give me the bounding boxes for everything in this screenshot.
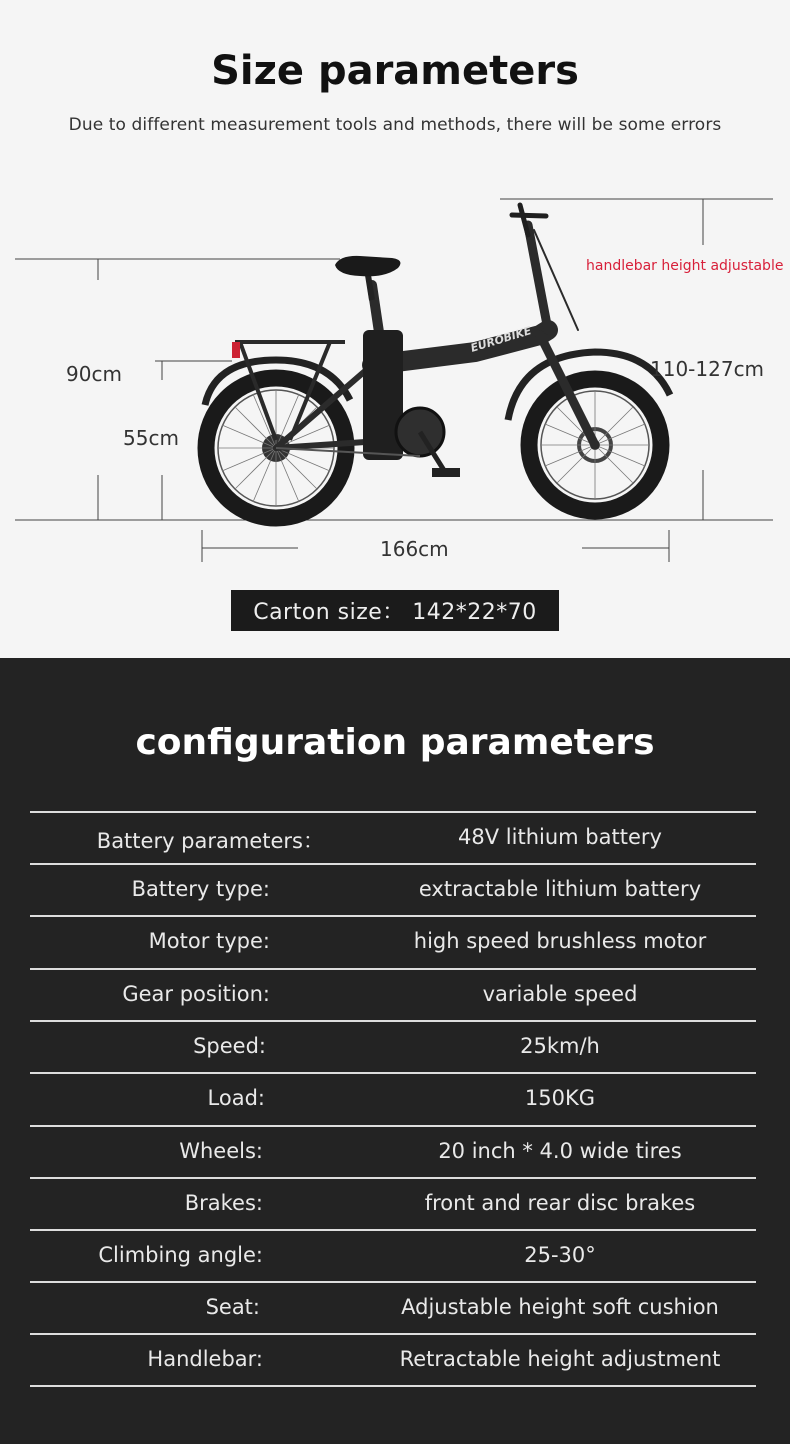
row-label: Handlebar: <box>147 1347 263 1371</box>
carton-size-badge: Carton size： 142*22*70 <box>231 590 559 631</box>
row-label: Motor type: <box>148 929 270 953</box>
row-label: Load: <box>207 1086 265 1110</box>
table-row <box>0 813 790 865</box>
table-row <box>0 1074 790 1126</box>
row-label: Battery type: <box>131 877 270 901</box>
config-title: configuration parameters <box>135 722 655 763</box>
table-row <box>0 1127 790 1179</box>
handlebar <box>512 205 546 235</box>
size-title: Size parameters <box>211 48 579 94</box>
row-value: front and rear disc brakes <box>424 1191 696 1215</box>
table-row <box>0 1179 790 1231</box>
handlebar-height-label: 110-127cm <box>650 357 765 381</box>
row-value: 20 inch * 4.0 wide tires <box>438 1139 682 1163</box>
row-value: 150KG <box>524 1086 596 1110</box>
row-label: Seat: <box>205 1295 260 1319</box>
wheel-height-label: 55cm <box>123 426 179 450</box>
size-section <box>0 0 790 658</box>
row-label: Climbing angle: <box>98 1243 263 1267</box>
row-label: Wheels: <box>179 1139 263 1163</box>
rear-light <box>232 342 240 358</box>
row-value: Retractable height adjustment <box>399 1347 721 1371</box>
row-value: extractable lithium battery <box>418 877 702 901</box>
row-value: high speed brushless motor <box>413 929 707 953</box>
row-value: Adjustable height soft cushion <box>401 1295 719 1319</box>
row-label: Speed: <box>193 1034 266 1058</box>
table-row <box>0 1022 790 1074</box>
saddle <box>335 256 400 276</box>
row-label: Brakes: <box>184 1191 263 1215</box>
row-value: 25km/h <box>520 1034 600 1058</box>
table-row <box>0 1335 790 1387</box>
seat-post <box>368 275 372 300</box>
table-row <box>0 865 790 917</box>
seat-height-label: 90cm <box>66 362 122 386</box>
table-row <box>0 917 790 969</box>
row-label: Gear position: <box>122 982 270 1006</box>
pedal <box>432 468 460 477</box>
table-row <box>0 1283 790 1335</box>
size-subtitle: Due to different measurement tools and methods, there will be some errors <box>68 115 722 135</box>
table-row <box>0 970 790 1022</box>
row-label: Battery parameters： <box>96 829 324 853</box>
config-section <box>0 658 790 1444</box>
length-label: 166cm <box>380 537 449 561</box>
row-value: variable speed <box>482 982 638 1006</box>
handlebar-note: handlebar height adjustable <box>586 258 784 274</box>
table-row <box>0 1231 790 1283</box>
row-value: 48V lithium battery <box>458 825 662 849</box>
row-value: 25-30° <box>524 1243 596 1267</box>
brand-logo: EUROBIKE <box>469 324 533 355</box>
